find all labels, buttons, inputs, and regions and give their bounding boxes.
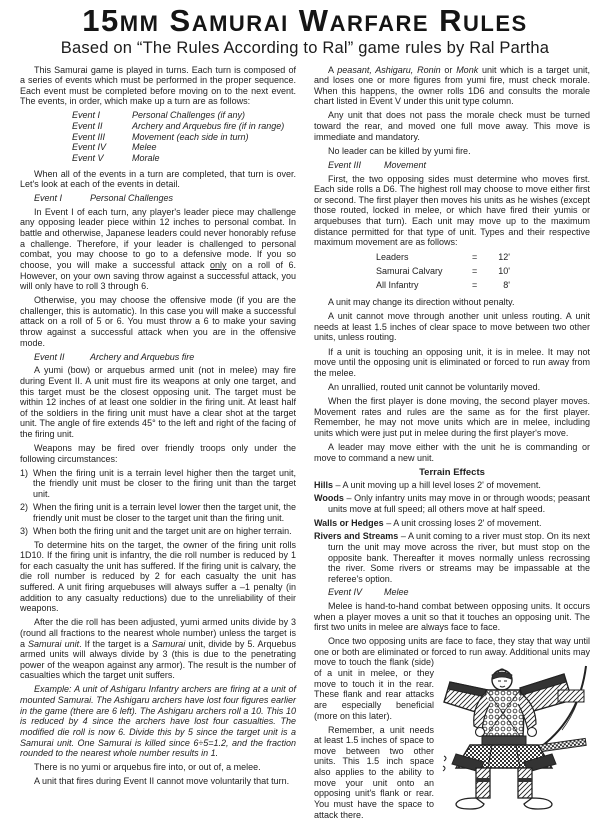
list-text: [33, 502, 296, 523]
intro-paragraph: [20, 65, 296, 107]
list-number: 3): [20, 525, 29, 536]
page-title: 15mm Samurai Warfare Rules: [82, 3, 528, 38]
table-row: [20, 142, 296, 153]
table-row: [314, 251, 590, 265]
text-run: – Only infantry units may move in or through woods; peasant units move at full speed; all others move at half speed.: [328, 493, 590, 515]
text-run: A unit of Ashigaru Infantry archers are firing at a unit of mounted Samurai. The Ashigaru archers have lost four figures earlier in the game (there are 6 left). The Ashigaru archers roll a 10. This 10 is reduced by 4 since the archers have lost four casualties. The modified die roll is now 6. Divide this by 5 since the target unit is a Samurai unit. One Samurai is killed since 6÷5=1.2, and the fraction rounded to the nearest whole number results in 1.: [20, 684, 296, 759]
list-number: 1): [20, 467, 29, 478]
list-item: [20, 502, 296, 523]
text-run: Once two opposing units are face to face, they stay that way until one or both are eliminated or forced to run away. Additional units may move to touch the flank (side) of a unit in melee, or they move to touch it in the rear. These flank and rear attacks are especially beneficial (more on this later).: [314, 636, 590, 721]
text-run: This Samurai game is played in turns. Each turn is composed of a series of events which must be performed in the proper sequence. Each event must be completed before moving on to the next event. The events, in order, which make up a turn are as follows:: [20, 64, 296, 107]
terrain-item-rivers: [314, 531, 590, 584]
table-cell: Event IV: [72, 142, 107, 153]
paragraph: [314, 347, 590, 379]
table-cell: Samurai Calvary: [376, 266, 443, 277]
paragraph: [314, 110, 590, 142]
terrain-effects-heading: Terrain Effects: [419, 466, 485, 478]
right-column: [314, 65, 590, 824]
event-2-heading: [20, 352, 296, 363]
paragraph: [20, 540, 296, 614]
text-run: peasant, Ashigaru, Ronin: [337, 64, 441, 75]
table-cell: Melee: [132, 142, 157, 153]
text-run: No leader can be killed by yumi fire.: [328, 145, 471, 156]
event-1-heading: [20, 193, 296, 204]
table-row: [20, 110, 296, 121]
event-title: Archery and Arquebus fire: [90, 351, 195, 362]
text-run: A unit cannot move through another unit unless routing. A unit needs at least 1.5 inches of clear space to move between two other units, unless routing.: [314, 311, 590, 343]
table-cell: Movement (each side in turn): [132, 131, 249, 142]
text-run: or: [440, 64, 457, 75]
text-run: A unit may change its direction without penalty.: [328, 297, 515, 308]
table-cell: 10': [498, 266, 510, 277]
text-run: – A unit moving up a hill level loses 2' of movement.: [333, 479, 541, 490]
paragraph: [20, 762, 296, 773]
list-item: [20, 526, 296, 537]
event-label: Event III: [328, 159, 362, 170]
table-cell: =: [472, 252, 478, 263]
text-run: Monk: [456, 64, 479, 75]
example-paragraph: [20, 684, 296, 758]
event-title: Melee: [384, 587, 409, 598]
table-row: [20, 132, 296, 143]
text-run: There is no yumi or arquebus fire into, or out of, a melee.: [34, 762, 261, 773]
text-run: A unit that fires during Event II cannot move voluntarily that turn.: [34, 776, 290, 787]
paragraph: [314, 297, 590, 308]
text-run: When the firing unit is a terrain level lower then the target unit, the friendly unit must be closer to the target unit than the firing unit.: [33, 502, 296, 523]
paragraph: [314, 174, 590, 248]
text-run: In Event I of each turn, any player's leader piece may challenge any opposing leader piece within 12 inches to personal combat. In battle and otherwise, Japanese leaders could never honorably refuse a challenge. Therefore, if your leader is challenged to personal combat, you may choose to go to a defensive mode. If you so choose, you will make a successful attack: [20, 206, 296, 270]
table-cell: Personal Challenges (if any): [132, 110, 246, 121]
text-run: When the firing unit is a terrain level higher then the target unit, the friendly unit must be closer to the firing unit than the target unit.: [33, 467, 296, 500]
event-3-heading: [314, 160, 590, 171]
text-run: A yumi (bow) or arquebus armed unit (not in melee) may fire during Event II. A unit must fire its weapons at only one target, and this target must be the closest opposing unit. The target must be within 12 inches of at least one soldier in the firing unit. At least half of the soldiers in the firing unit must have a clear shot at the target unit. The angle of fire extends 45° to the left and right of the facing of the firing unit.: [20, 365, 296, 440]
table-cell: 12': [498, 252, 510, 263]
paragraph: [20, 207, 296, 292]
text-run: Example:: [34, 684, 75, 695]
text-run: Any unit that does not pass the morale check must be turned toward the rear, and moved one full move away. This move is immediate and mandatory.: [314, 110, 590, 142]
paragraph: [20, 776, 296, 787]
text-run: Hills: [314, 479, 334, 490]
text-run: unit, divide by 5. Arquebus armed units will always divide by 3 (this is due to the penetrating power of the weapon against any armor). The result is the number of casualties which the target unit suffers.: [20, 638, 296, 681]
event-label: Event IV: [328, 587, 363, 598]
table-cell: Morale: [132, 152, 160, 163]
table-cell: =: [472, 266, 478, 277]
list-item: [20, 468, 296, 500]
text-run: Weapons may be fired over friendly troops only under the following circumstances:: [20, 443, 296, 464]
paragraph: [314, 146, 590, 157]
text-run: A: [328, 64, 338, 75]
table-cell: All Infantry: [376, 280, 419, 291]
event-title: Personal Challenges: [90, 193, 174, 204]
table-cell: Event III: [72, 131, 106, 142]
paragraph: [314, 396, 590, 438]
list-number: 2): [20, 502, 29, 513]
list-text: [33, 526, 296, 537]
table-cell: Event V: [72, 152, 104, 163]
terrain-item-hills: [314, 480, 590, 491]
text-run: Otherwise, you may choose the offensive mode (if you are the challenger, this is automatic). In this case you will make a successful attack on a roll of 5 or 6. You must throw a 6 to make your saving throw against a successful attack when you are in the offensive mode.: [20, 295, 296, 348]
paragraph: [20, 365, 296, 439]
text-run: An unrallied, routed unit cannot be voluntarily moved.: [328, 381, 541, 392]
paragraph: [314, 311, 590, 343]
text-run: When all of the events in a turn are completed, that turn is over. Let's look at each of the events in detail.: [20, 168, 296, 190]
paragraph: [20, 617, 296, 681]
table-cell: Archery and Arquebus fire (if in range): [132, 121, 285, 132]
text-run: Remember, a unit needs at least 1.5 inches of space to move between two other units. This 1.5 inch space also applies to the ability to move your unit onto an opposing unit's flank or rear. You must have the space to attack there.: [314, 724, 434, 820]
firing-conditions-list: [20, 468, 296, 537]
text-run: First, the two opposing sides must determine who moves first. Each side rolls a D6. The highest roll may choose to move either first or second. The first player then moves his units as he wishes (except those routed, locked in melee, or which have fired their yumis or arquebuses that turn). Each unit may move up to the maximum distance permitted for that type of unit. Types and their respective maximum movement are as follows:: [314, 173, 590, 248]
table-row: [20, 153, 296, 164]
event-label: Event II: [34, 351, 65, 362]
paragraph: [20, 169, 296, 190]
paragraph: [20, 443, 296, 464]
text-run: Samurai: [151, 638, 186, 649]
movement-rates: [314, 251, 590, 293]
table-cell: Event II: [72, 121, 103, 132]
paragraph: [314, 65, 590, 107]
table-cell: Leaders: [376, 252, 409, 263]
list-text: [33, 468, 296, 500]
table-row: [20, 121, 296, 132]
text-run: Samurai unit: [28, 638, 80, 649]
two-column-layout: [20, 65, 590, 824]
event-label: Event I: [34, 193, 63, 204]
paragraph: [314, 442, 590, 463]
text-run: only: [210, 259, 227, 270]
table-cell: 8': [503, 280, 510, 291]
text-run: on a roll of 6. However, on your own saving throw against a successful attack, you will only have to roll 3 through 6.: [20, 259, 296, 292]
paragraph: [314, 601, 590, 633]
text-run: A leader may move either with the unit he is commanding or move to command a new unit.: [314, 441, 590, 463]
text-run: – A unit crossing loses 2' of movement.: [383, 517, 542, 528]
left-column: [20, 65, 296, 824]
event-list: [20, 110, 296, 163]
event-title: Movement: [384, 159, 427, 170]
text-run: Walls or Hedges: [314, 517, 384, 528]
text-run: Woods: [314, 493, 344, 504]
text-run: When both the firing unit and the target unit are on higher terrain.: [33, 525, 292, 536]
text-run: If a unit is touching an opposing unit, it is in melee. It may not move until the opposing unit is eliminated or forced to run away from the melee.: [314, 346, 590, 378]
table-row: [314, 265, 590, 279]
text-run: – A unit coming to a river must stop. On its next turn the unit may move across the river, but must stop on the opposite bank. Thereafter it moves normally unless recrossing the river. Some rivers or streams may be impassable at the referee's option.: [328, 531, 591, 584]
text-run: . If the target is a: [79, 638, 152, 649]
terrain-item-walls: [314, 518, 590, 529]
table-row: [314, 279, 590, 293]
text-run: When the first player is done moving, the second player moves. Movement rates and rules are the same as for the first player. Remember, he may not move units which are in melee, including units which were just put in melee during the first player's move.: [314, 395, 590, 438]
table-cell: Event I: [72, 110, 101, 121]
text-run: Rivers and Streams: [314, 531, 399, 542]
terrain-item-woods: [314, 493, 590, 514]
page-subtitle: Based on “The Rules According to Ral” game rules by Ral Partha: [60, 38, 550, 57]
text-run: After the die roll has been adjusted, yumi armed units divide by 3 (round all fractions to the nearest whole number) unless the target is a: [20, 617, 296, 649]
text-run: unit which is a target unit, and loses one or more figures from yumi fire, must check morale. When this happens, the owner rolls 1D6 and consults the morale chart listed in Event V under this unit type column.: [314, 64, 590, 107]
table-cell: =: [472, 280, 478, 291]
text-run: Melee is hand-to-hand combat between opposing units. It occurs when a player moves a unit so that it touches an opposing unit. The first two units in melee are always face to face.: [314, 600, 590, 633]
event-4-heading: [314, 587, 590, 598]
paragraph: [314, 382, 590, 393]
paragraph: [20, 295, 296, 348]
text-run: To determine hits on the target, the owner of the firing unit rolls 1D10. If the firing unit is infantry, the die roll number is reduced by 1 for each casualty the unit has suffered. If the firing unit is calvary, the die roll number is reduced by 2 for each casualty the unit has suffered. A unit firing arquebuses will always suffer a –1 penalty (in addition to any casualty reductions) due to the unreliability of their weapons.: [20, 539, 296, 614]
